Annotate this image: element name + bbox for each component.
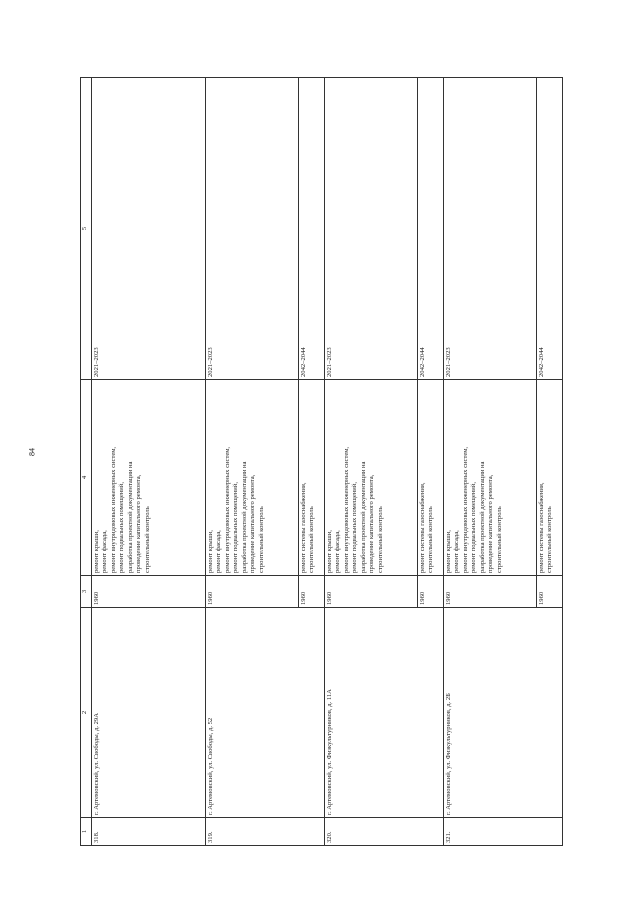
year-cell: 1960 [92, 576, 206, 608]
work-item: ремонт подвальных помещений, [351, 482, 359, 573]
period-cell: 2021–2023 [92, 78, 206, 380]
period-cell: 2021–2023 [206, 78, 299, 380]
work-item: проведение капитального ремонта, [135, 474, 143, 573]
work-item: разработка проектной документации на [359, 461, 367, 573]
works-cell [444, 380, 537, 576]
period-cell: 2042–2044 [299, 78, 325, 380]
row-number-cell: 320. [325, 818, 444, 846]
work-item: проведение капитального ремонта, [249, 474, 257, 573]
year-cell: 1960 [206, 576, 299, 608]
year-cell: 1960 [537, 576, 563, 608]
row-number-cell: 318. [92, 818, 206, 846]
header-col-3: 3 [81, 576, 92, 608]
works-cell [418, 380, 444, 576]
work-item: ремонт фасада, [334, 530, 342, 573]
work-item: разработка проектной документации на [478, 461, 486, 573]
year-cell: 1960 [325, 576, 418, 608]
work-item: разработка проектной документации на [240, 461, 248, 573]
row-number-cell: 319. [206, 818, 325, 846]
work-item: разработка проектной документации на [126, 461, 134, 573]
work-item: ремонт подвальных помещений, [470, 482, 478, 573]
table-row [325, 78, 418, 846]
work-item: ремонт внутридомовых инженерных систем, [342, 446, 350, 573]
work-item: ремонт системы газоснабжения, [300, 482, 307, 573]
work-item: ремонт фасада, [215, 530, 223, 573]
rotated-table-frame [80, 78, 625, 846]
work-item: ремонт крыши, [445, 530, 452, 573]
works-cell [206, 380, 299, 576]
work-item: ремонт фасада, [101, 530, 109, 573]
work-item: ремонт системы газоснабжения, [538, 482, 545, 573]
work-item: ремонт фасада, [453, 530, 461, 573]
work-item: ремонт подвальных помещений, [118, 482, 126, 573]
works-cell [92, 380, 206, 576]
works-cell [537, 380, 563, 576]
work-item: ремонт подвальных помещений, [232, 482, 240, 573]
work-item: проведение капитального ремонта, [487, 474, 495, 573]
work-item: проведение капитального ремонта, [368, 474, 376, 573]
works-cell [299, 380, 325, 576]
header-col-5: 5 [81, 78, 92, 380]
period-cell: 2021–2023 [444, 78, 537, 380]
header-col-1: 1 [81, 818, 92, 846]
year-cell: 1960 [444, 576, 537, 608]
header-col-4: 4 [81, 380, 92, 576]
work-item: ремонт крыши, [326, 530, 333, 573]
work-item: строительный контроль [427, 506, 435, 573]
table-row [206, 78, 299, 846]
work-item: ремонт крыши, [207, 530, 214, 573]
work-item: строительный контроль [495, 506, 503, 573]
header-col-2: 2 [81, 608, 92, 818]
address-cell: г. Артемовский, ул. Физкультурников, д. 2Б [444, 608, 563, 818]
period-cell: 2021–2023 [325, 78, 418, 380]
work-item: строительный контроль [308, 506, 316, 573]
year-cell: 1960 [299, 576, 325, 608]
period-cell: 2042–2044 [418, 78, 444, 380]
work-item: ремонт крыши, [93, 530, 100, 573]
header-row [81, 78, 92, 846]
period-cell: 2042–2044 [537, 78, 563, 380]
work-item: строительный контроль [257, 506, 265, 573]
address-cell: г. Артемовский, ул. Физкультурников, д. 11А [325, 608, 444, 818]
work-item: строительный контроль [546, 506, 554, 573]
table-row [444, 78, 537, 846]
work-item: строительный контроль [143, 506, 151, 573]
works-cell [325, 380, 418, 576]
table-filler-row [563, 78, 626, 846]
repair-schedule-table [80, 77, 625, 846]
address-cell: г. Артемовский, ул. Свободы, д. 52 [206, 608, 325, 818]
work-item: ремонт внутридомовых инженерных систем, [461, 446, 469, 573]
work-item: ремонт системы газоснабжения, [419, 482, 426, 573]
table-row [92, 78, 206, 846]
address-cell: г. Артемовский, ул. Свободы, д. 29А [92, 608, 206, 818]
work-item: ремонт внутридомовых инженерных систем, [109, 446, 117, 573]
page-number: 84 [27, 448, 37, 456]
year-cell: 1960 [418, 576, 444, 608]
table-sheet [80, 78, 625, 846]
row-number-cell: 321. [444, 818, 563, 846]
work-item: ремонт внутридомовых инженерных систем, [223, 446, 231, 573]
table-body [92, 78, 626, 846]
work-item: строительный контроль [376, 506, 384, 573]
